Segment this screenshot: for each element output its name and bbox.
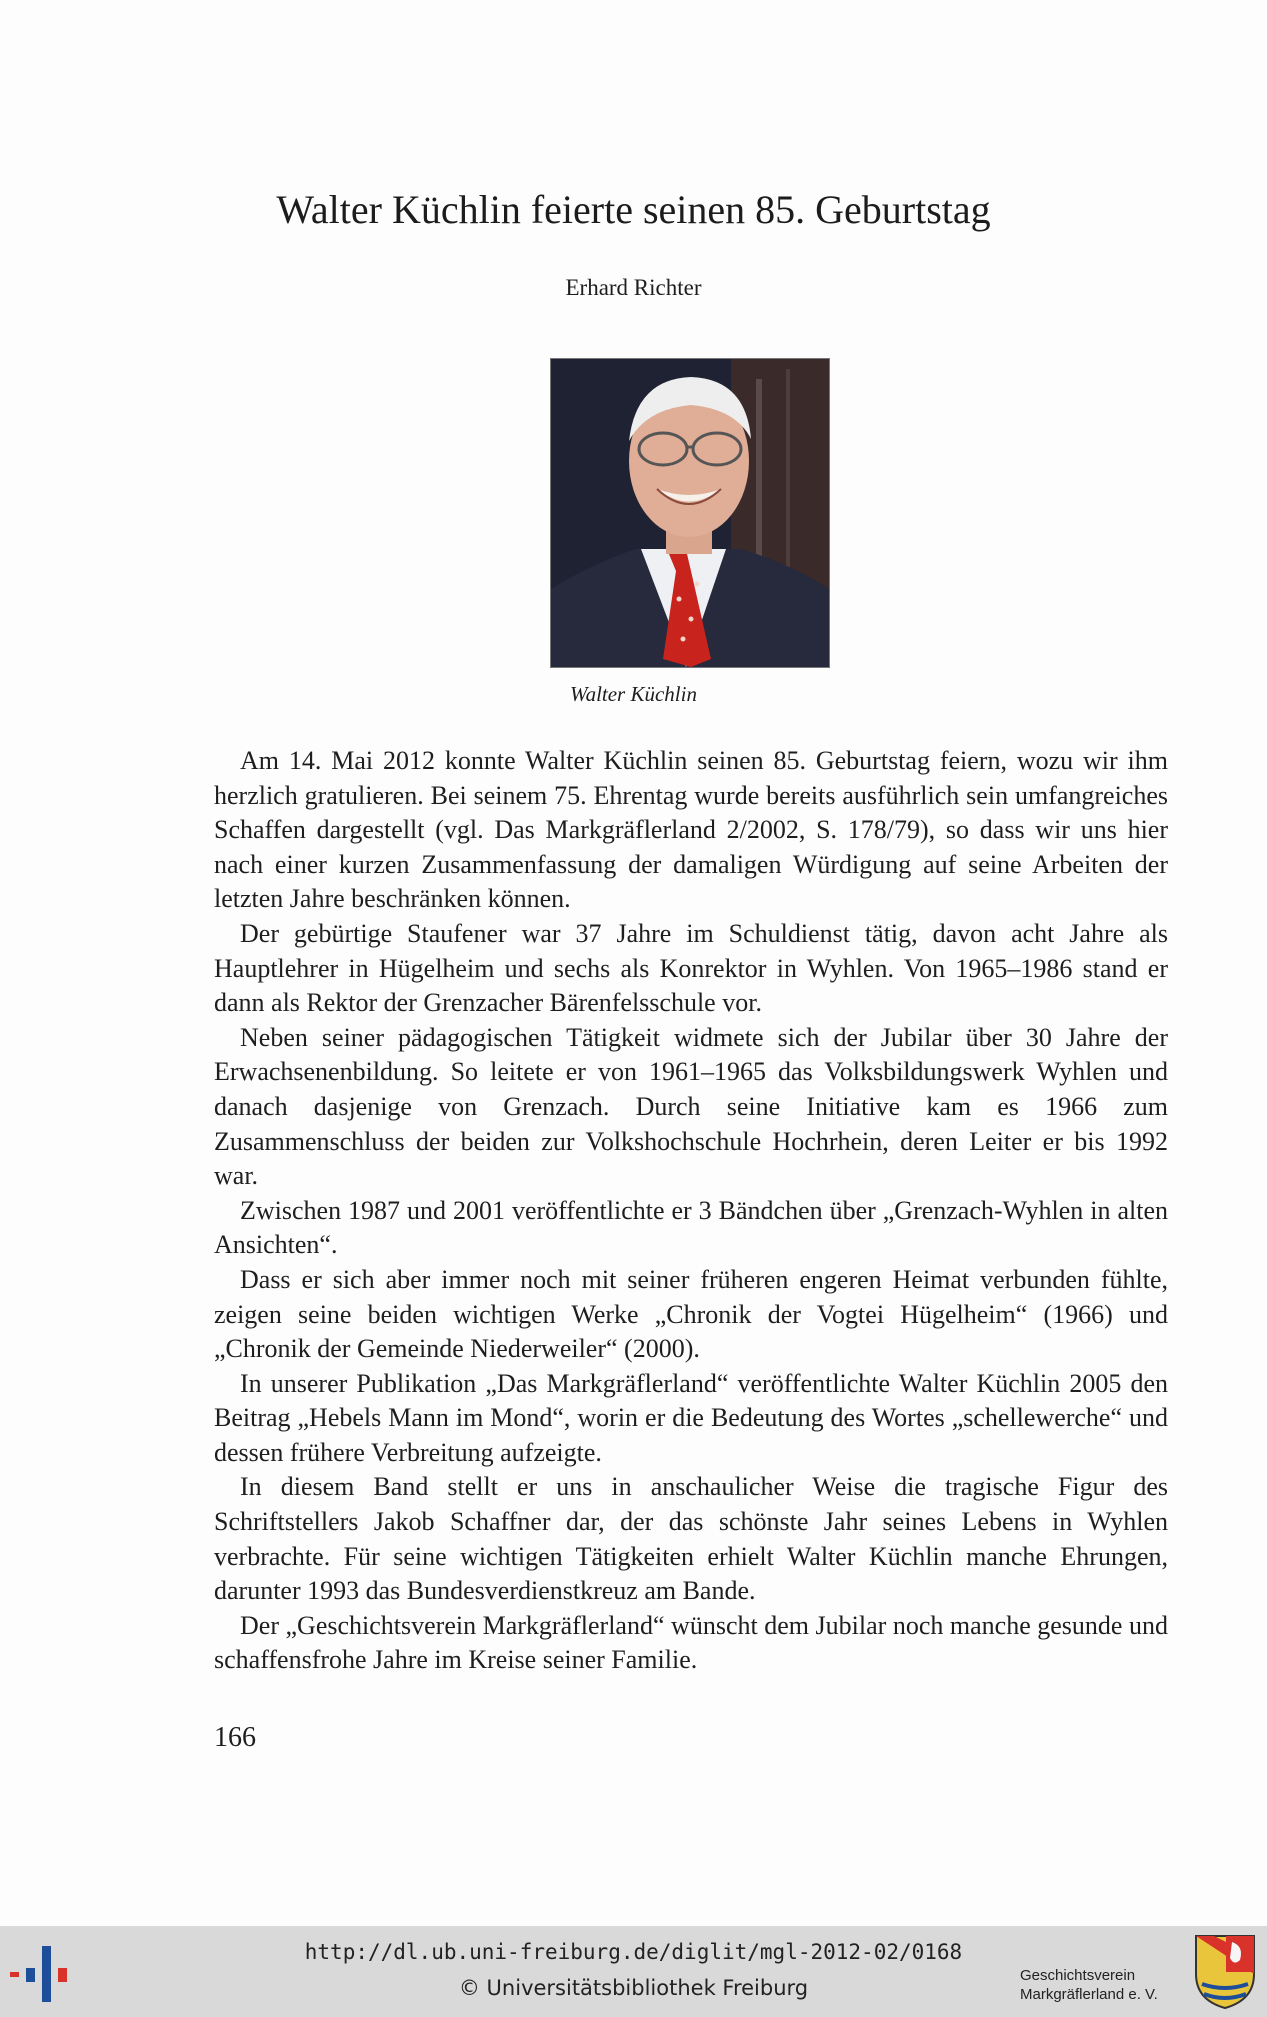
paragraph: Neben seiner pädagogischen Tätigkeit widmete sich der Jubilar über 30 Jahre der Erwachsenenbildung. So leitete er von 1961–1965 das Volksbildungswerk Wyhlen und danach dasjenige von Grenzach. Durch seine Initiative kam es 1966 zum Zusammenschluss der beiden zur Volkshochschule Hochrhein, deren Leiter er bis 1992 war.: [214, 1022, 1168, 1191]
copyright-notice: © Universitätsbibliothek Freiburg: [458, 1976, 809, 2000]
society-name-line1: Geschichtsverein: [1020, 1967, 1136, 1984]
portrait-image: [551, 359, 829, 667]
page-number: 166: [214, 1722, 256, 1753]
paragraph: Dass er sich aber immer noch mit seiner früheren engeren Heimat verbunden fühlte, zeigen seine beiden wichtigen Werke „Chronik der Vogtei Hügelheim“ (1966) und „Chronik der Gemeinde Niederweiler“ (2000).: [214, 1264, 1168, 1364]
paragraph: Zwischen 1987 und 2001 veröffentlichte er 3 Bändchen über „Grenzach-Wyhlen in alten Ansichten“.: [214, 1195, 1168, 1260]
coat-of-arms-icon[interactable]: [1194, 1934, 1256, 2010]
society-name-line2: Markgräflerland e. V.: [1020, 1986, 1158, 2003]
article-body: [214, 744, 1168, 1678]
permalink-url[interactable]: http://dl.ub.uni-freiburg.de/diglit/mgl-2012-02/0168: [304, 1940, 963, 1964]
society-name: [1020, 1966, 1158, 2004]
viewer-footer: [0, 1926, 1267, 2017]
photo-caption: Walter Küchlin: [570, 682, 697, 706]
paragraph: In diesem Band stellt er uns in anschaulicher Weise die tragische Figur des Schriftstellers Jakob Schaffner dar, der das schönste Jahr seines Lebens in Wyhlen verbrachte. Für seine wichtigen Tätigkeiten erhielt Walter Küchlin manche Ehrungen, darunter 1993 das Bundesverdienstkreuz am Bande.: [214, 1472, 1168, 1606]
portrait-photo: [550, 358, 830, 668]
article-author: Erhard Richter: [565, 275, 702, 300]
paragraph: Am 14. Mai 2012 konnte Walter Küchlin seinen 85. Geburtstag feiern, wozu wir ihm herzlich gratulieren. Bei seinem 75. Ehrentag wurde bereits ausführlich sein umfangreiches Schaffen dargestellt (vgl. Das Markgräflerland 2/2002, S. 178/79), so dass wir uns hier nach einer kurzen Zusammenfassung der damaligen Würdigung auf seine Arbeiten der letzten Jahre beschränken können.: [214, 746, 1168, 914]
paragraph: In unserer Publikation „Das Markgräflerland“ veröffentlichte Walter Küchlin 2005 den Beitrag „Hebels Mann im Mond“, worin er die Bedeutung des Wortes „schellewerche“ und dessen frühere Verbreitung aufzeigte.: [214, 1368, 1168, 1467]
article-title: Walter Küchlin feierte seinen 85. Geburtstag: [276, 187, 991, 232]
paragraph: Der gebürtige Staufener war 37 Jahre im Schuldienst tätig, davon acht Jahre als Hauptlehrer in Hügelheim und sechs als Konrektor in Wyhlen. Von 1965–1986 stand er dann als Rektor der Grenzacher Bärenfelsschule vor.: [214, 918, 1168, 1018]
paragraph: Der „Geschichtsverein Markgräflerland“ wünscht dem Jubilar noch manche gesunde und schaffensfrohe Jahre im Kreise seiner Familie.: [214, 1610, 1168, 1675]
